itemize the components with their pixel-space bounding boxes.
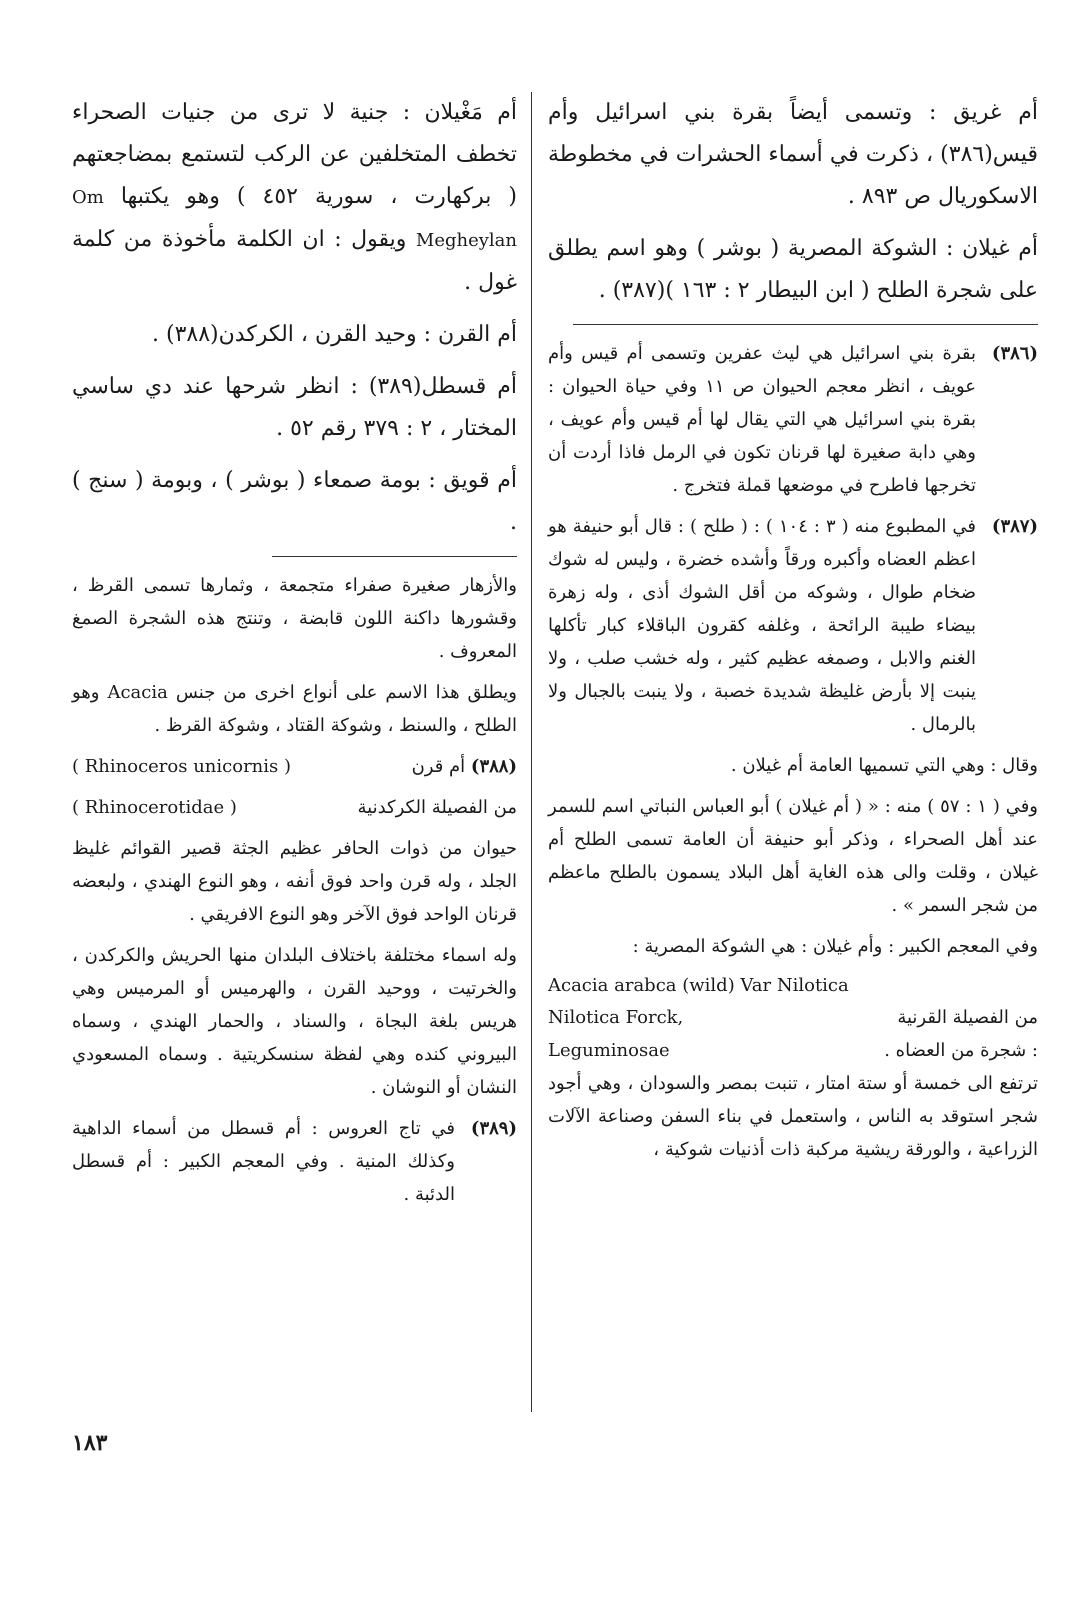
footnote-389 (72, 1112, 517, 1211)
right-column (548, 92, 1038, 1174)
latin-line: Acacia arabca (wild) Var Nilotica (548, 975, 849, 996)
footnote-388-family (72, 791, 517, 824)
page-number: ١٨٣ (72, 1430, 108, 1456)
entry-umm-quwayq: أم قويق : بومة صمعاء ( بوشر ) ، وبومة ( سنج ) . (72, 468, 517, 535)
latin-text: Nilotica Forck, (548, 1007, 684, 1028)
column-divider (531, 92, 532, 1412)
entry-umm-maghaylan (72, 92, 517, 304)
footnote-paragraph: وفي ( ١ : ٥٧ ) منه : « ( أم غيلان ) أبو العباس النباتي اسم للسمر عند أهل الصحراء ، وذكر أبو حنيفة أن العامة تسمى الطلح أم غيلان ، وقلت والى هذه الغاية أهل البلاد يسمون بالطلح ماعظم من شجر السمر » . (548, 796, 1038, 916)
footnote-paragraph: وقال : وهي التي تسميها العامة أم غيلان . (730, 755, 1038, 776)
footnote-paragraph: ترتفع الى خمسة أو ستة امتار ، تنبت بمصر والسودان ، وهي أجود شجر استوقد به الناس ، واستعمل في بناء السفن وصناعة الآلات الزراعية ، والورقة ريشية مركبة ذات أذنيات شوكية ، (548, 1073, 1038, 1160)
footnote-number: (٣٨٧) (991, 516, 1038, 537)
para-text: ويطلق هذا الاسم على أنواع اخرى من جنس (175, 682, 517, 703)
footnote-text: بقرة بني اسرائيل هي ليث عفرين وتسمى أم قيس وأم عويف ، انظر معجم الحيوان ص ١١ وفي حياة الحيوان : بقرة بني اسرائيل هي التي يقال لها أم قيس وأم عويف ، وهي دابة صغيرة لها قرنان تكون في الرمل فاذا أردت أن تخرجها فاطرح في موضعها قملة فتخرج . (548, 343, 976, 496)
left-column (72, 92, 517, 1219)
latin-text: ( Rhinocerotidae ) (72, 797, 237, 818)
footnote-number: (٣٨٩) (470, 1118, 517, 1139)
footnote-paragraph: وفي المعجم الكبير : وأم غيلان : هي الشوكة المصرية : (632, 936, 1038, 957)
continuation-paragraph (72, 676, 517, 742)
entry-umm-qastal: أم قسطل(٣٨٩) : انظر شرحها عند دي ساسي المختار ، ٢ : ٣٧٩ رقم ٥٢ . (72, 374, 517, 441)
latin-text: Leguminosae (548, 1040, 670, 1061)
footnote-text: في المطبوع منه ( ٣ : ١٠٤ ) : ( طلح ) : قال أبو حنيفة هو اعظم العضاه وأكبره ورقاً وأشده خضرة ، وليس له شوك ضخام طوال ، وشوكه من أقل الشوك أذى ، وله زهرة بيضاء طيبة الرائحة ، وغلفه كقرون الباقلاء كبار تأكلها الغنم والابل ، وصمغه عظيم كثير ، وله خشب صلب ، ولا ينبت إلا بأرض غليظة شديدة خصبة ، ولا ينبت بالجبال ولا بالرمال . (548, 516, 976, 735)
arabic-text: : شجرة من العضاه . (884, 1040, 1038, 1061)
footnote-text: في تاج العروس : أم قسطل من أسماء الداهية وكذلك المنية . وفي المعجم الكبير : أم قسطل الدئبة . (72, 1118, 455, 1205)
latin-row (548, 1001, 1038, 1034)
entry-text: أم مَغْيلان : جنية لا ترى من جنيات الصحراء تخطف المتخلفين عن الركب لتستمع بمضاجعتهم ( بركهارت ، سورية ٤٥٢ ) وهو يكتبها (72, 100, 517, 209)
latin-text: Om Megheylan (72, 187, 517, 251)
latin-text: Acacia (107, 682, 168, 703)
entry-umm-ghariq: أم غريق : وتسمى أيضاً بقرة بني اسرائيل وأم قيس(٣٨٦) ، ذكرت في أسماء الحشرات في مخطوطة الاسكوريال ص ٨٩٣ . (548, 100, 1038, 209)
entry-text: ويقول : ان الكلمة مأخوذة من كلمة غول . (72, 227, 517, 295)
footnote-label (412, 750, 517, 783)
footnote-387 (548, 510, 1038, 741)
arabic-text: أم قرن (411, 756, 466, 777)
entry-umm-al-qarn: أم القرن : وحيد القرن ، الكركدن(٣٨٨) . (152, 322, 517, 347)
footnote-paragraph: وله اسماء مختلفة باختلاف البلدان منها الحريش والكركدن ، والخرتيت ، ووحيد القرن ، والهرميس أو المرميس وهي هريس بلغة البجاة ، والسناد ، والحمار الهندي ، وسماه البيروني كنده وهي لفظة سنسكريتية . وسماه المسعودي النشان أو النوشان . (72, 945, 518, 1098)
footnote-divider (573, 324, 1039, 325)
latin-row (548, 1034, 1038, 1067)
arabic-text: من الفصيلة الكركدنية (357, 797, 517, 818)
footnote-number: (٣٨٨) (470, 756, 517, 777)
latin-text: ( Rhinoceros unicornis ) (72, 756, 292, 777)
arabic-text: من الفصيلة القرنية (897, 1007, 1038, 1028)
continuation-paragraph: والأزهار صغيرة صفراء متجمعة ، وثمارها تسمى القرظ ، وقشورها داكنة اللون قابضة ، وتنتج هذه الشجرة الصمغ المعروف . (72, 575, 517, 662)
footnote-divider (272, 556, 517, 557)
footnote-386 (548, 337, 1038, 502)
para-text: وهو الطلح ، والسنط ، وشوكة القتاد ، وشوكة القرظ . (72, 682, 517, 736)
footnote-paragraph: حيوان من ذوات الحافر عظيم الجثة قصير القوائم غليظ الجلد ، وله قرن واحد فوق أنفه ، وهو النوع الهندي ، ولبعضه قرنان الواحد فوق الآخر وهو النوع الافريقي . (72, 838, 517, 925)
footnote-number: (٣٨٦) (991, 343, 1038, 364)
entry-umm-ghaylan: أم غيلان : الشوكة المصرية ( بوشر ) وهو اسم يطلق على شجرة الطلح ( ابن البيطار ٢ : ١٦٣ )(٣٨٧) . (548, 236, 1038, 303)
footnote-388-header (72, 750, 517, 783)
